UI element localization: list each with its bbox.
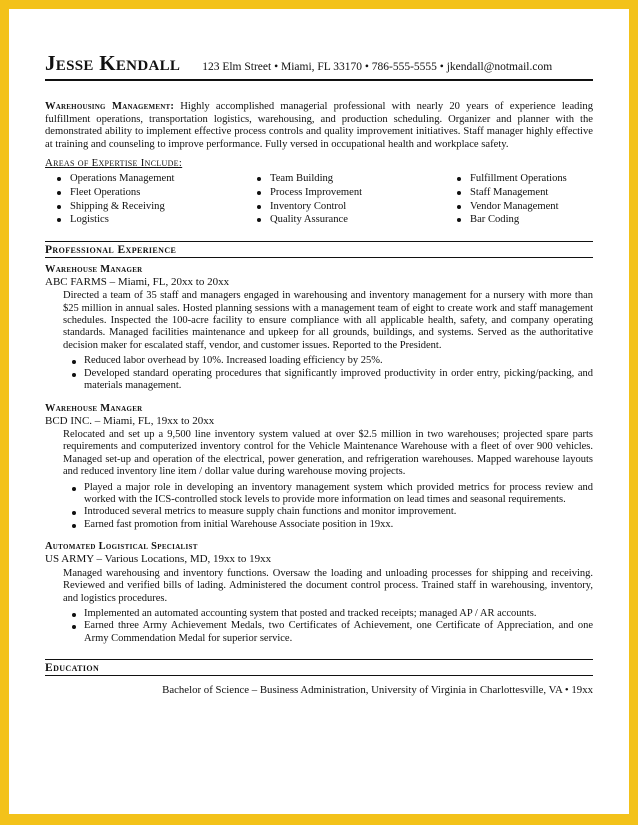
job-description: Relocated and set up a 9,500 line inventory system valued at over $2.5 million in two warehouses; projected spare parts requirements and computerized inventory control for the Vehicle Maintenance Warehouse with a fleet of over 900 vehicles. Managed set-up and operation of the electrical, power generation, and refrigeration warehouses. Mapped warehouse layouts and reduced inventory line item / dollar value during warehouse moving projects. (63, 429, 593, 478)
expertise-item: Quality Assurance (245, 213, 445, 227)
expertise-item: Vendor Management (445, 200, 585, 214)
achievement-item: Introduced several metrics to measure supply chain functions and monitor improvement. (72, 506, 593, 518)
job-company: BCD INC. – Miami, FL, 19xx to 20xx (45, 414, 215, 427)
job-achievements (45, 608, 593, 645)
expertise-item: Shipping & Receiving (45, 200, 245, 214)
job-title: Warehouse Manager (45, 263, 143, 275)
resume-header (45, 51, 593, 81)
expertise-item: Logistics (45, 213, 245, 227)
job-company: ABC FARMS – Miami, FL, 20xx to 20xx (45, 275, 230, 288)
resume-content (45, 101, 593, 696)
achievement-item: Played a major role in developing an inventory management system which provided metrics for process review and worked with the ICS-controlled stock levels to provide more information on lead times and seasonal requirements. (72, 482, 593, 507)
achievement-item: Earned fast promotion from initial Warehouse Associate position in 19xx. (72, 519, 593, 531)
achievement-item: Earned three Army Achievement Medals, two Certificates of Achievement, one Certificate of Appreciation, and one Army Commendation Medal for superior service. (72, 620, 593, 645)
job-company: US ARMY – Various Locations, MD, 19xx to 19xx (45, 553, 272, 566)
expertise-item: Process Improvement (245, 186, 445, 200)
expertise-item: Bar Coding (445, 213, 585, 227)
job-entry (45, 403, 593, 532)
expertise-column-2 (245, 172, 445, 226)
job-description: Managed warehousing and inventory functions. Oversaw the loading and unloading processes for shipping and receiving. Reviewed and verified bills of lading. Administered the document control process. Trained staff in warehousing, inventory, and logistics procedures. (63, 567, 593, 604)
job-description: Directed a team of 35 staff and managers engaged in warehousing and inventory management for a nursery with more than $25 million in annual sales. Hosted planning sessions with a management team of eight to create work and staff management schedules. Inspected the 100-acre facility to ensure compliance with all applicable health, safety, and company operating standards. Managed facilities maintenance and upkeep for all grounds, buildings, and systems. Served as the authoritative decision maker for escalated staff, vendor, and customer issues. Reported to the President. (63, 290, 593, 351)
expertise-column-3 (445, 172, 585, 226)
areas-of-expertise (45, 172, 593, 226)
job-achievements (45, 355, 593, 392)
expertise-column-1 (45, 172, 245, 226)
expertise-item: Fulfillment Operations (445, 172, 585, 186)
candidate-name: Jesse Kendall (45, 51, 181, 75)
experience-heading: Professional Experience (45, 241, 593, 258)
expertise-item: Operations Management (45, 172, 245, 186)
job-entry (45, 541, 593, 645)
contact-line: 123 Elm Street • Miami, FL 33170 • 786-555-5555 • jkendall@notmail.com (202, 61, 553, 73)
achievement-item: Developed standard operating procedures that significantly improved productivity in order entry, picking/packing, and materials management. (72, 368, 593, 393)
summary-paragraph (45, 101, 593, 151)
job-title: Automated Logistical Specialist (45, 541, 198, 553)
job-entry (45, 264, 593, 393)
education-entry: Bachelor of Science – Business Administration, University of Virginia in Charlottesville, VA • 19xx (162, 684, 593, 697)
achievement-item: Reduced labor overhead by 10%. Increased loading efficiency by 25%. (72, 355, 593, 367)
job-achievements (45, 482, 593, 532)
expertise-item: Team Building (245, 172, 445, 186)
job-title: Warehouse Manager (45, 402, 143, 414)
summary-text: Highly accomplished managerial professional with nearly 20 years of experience leading fulfillment operations, transportation logistics, warehousing, and production scheduling. Organizer and planner with the demonstrated ability to implement effective process controls and quality improvement initiatives. Staff manager highly effective at training and counseling to improve performance. Fully versed in occupational health and workplace safety. (45, 101, 593, 150)
resume-page (9, 9, 629, 814)
expertise-item: Fleet Operations (45, 186, 245, 200)
expertise-item: Staff Management (445, 186, 585, 200)
summary-lead: Warehousing Management: (45, 101, 175, 112)
expertise-item: Inventory Control (245, 200, 445, 214)
education-heading: Education (45, 659, 593, 676)
areas-heading: Areas of Expertise Include: (45, 157, 183, 170)
achievement-item: Implemented an automated accounting system that posted and tracked receipts; managed AP / AR accounts. (72, 608, 593, 620)
